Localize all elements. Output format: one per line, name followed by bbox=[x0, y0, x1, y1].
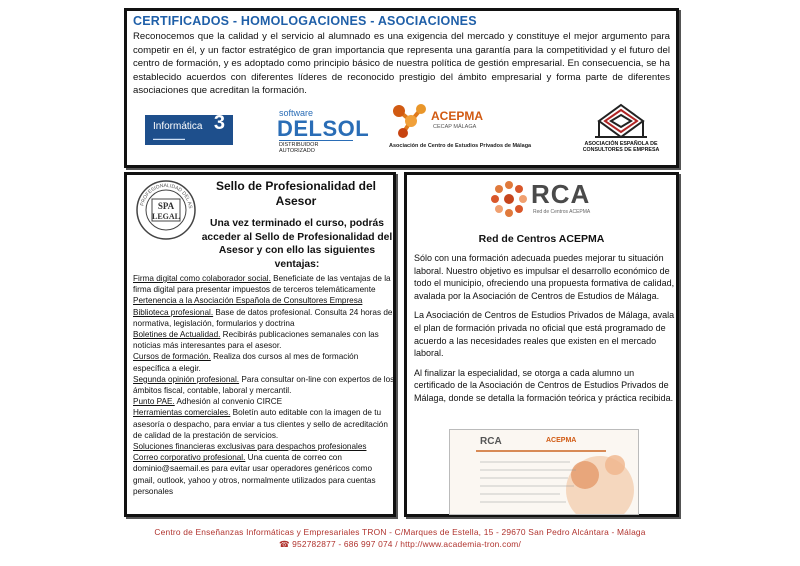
certificates-description: Reconocemos que la calidad y el servicio al alumnado es una exigencia del mercado y constituye el mejor argumento para competir en él, y un factor estratégico de gran importancia que representa una garantía para la competitividad y el futuro del centro de formación, y es adoptado como principio básico de nuestra política de gestión empresarial. En consecuencia, se ha establecido acuerdos con diferentes líderes de reconocido prestigio del ámbito empresarial y forma parte de diferentes asociaciones que acreditan la formación. bbox=[133, 31, 670, 97]
rca-logo-text: RCA bbox=[531, 179, 591, 209]
network-paragraph: La Asociación de Centros de Estudios Privados de Málaga, avala el plan de formación privada no oficial que está programado de acuerdo a las necesidades reales que existen en el mercado laboral. bbox=[414, 310, 675, 359]
informatica3-logo bbox=[145, 112, 233, 145]
rca-dots-icon bbox=[489, 179, 529, 219]
delsol-distributor: DISTRIBUIDOR AUTORIZADO bbox=[279, 140, 353, 154]
professional-seal-section bbox=[124, 172, 396, 517]
certificates-section bbox=[124, 8, 679, 168]
network-paragraph: Al finalizar la especialidad, se otorga a cada alumno un certificado de la Asociación de Centros de Estudios Privados de Málaga, donde se detalla la formación teórica y práctica recibida. bbox=[414, 367, 674, 403]
benefit-item bbox=[133, 307, 395, 329]
benefit-heading: Biblioteca profesional. bbox=[133, 307, 214, 317]
benefit-heading: Pertenencia a la Asociación Española de Consultores Empresa bbox=[133, 296, 363, 306]
benefit-text: Una cuenta de correo con dominio@saemail.es para evitar usar operadores genéricos como gmail, outlook, yahoo y otros, normalmente utilizados para cuentas personales bbox=[133, 453, 376, 496]
benefit-heading: Herramientas comerciales. bbox=[133, 408, 231, 418]
benefit-item bbox=[133, 295, 395, 306]
benefit-heading: Correo corporativo profesional. bbox=[133, 453, 246, 463]
benefit-item bbox=[133, 441, 395, 452]
certificate-sample-icon bbox=[450, 430, 638, 514]
benefit-item bbox=[133, 452, 395, 497]
footer-address: Centro de Enseñanzas Informáticas y Empresariales TRON - C/Marques de Estella, 15 - 29670 San Pedro Alcántara - Málaga bbox=[154, 527, 646, 537]
section-title: CERTIFICADOS - HOMOLOGACIONES - ASOCIACIONES bbox=[133, 14, 477, 28]
network-paragraph: Sólo con una formación adecuada puedes mejorar tu situación laboral. Nuestro objetivo es impulsar el desarrollo económico de todo el municipio, ofreciendo una propuesta formativa de calidad, avalada por la Asociación de Centros de Estudios de Málaga. bbox=[414, 253, 675, 301]
delsol-name: DELSOL bbox=[277, 116, 370, 141]
benefit-item bbox=[133, 407, 395, 441]
benefit-item bbox=[133, 374, 395, 396]
svg-text:SPA: SPA bbox=[157, 201, 175, 211]
svg-text:LEGAL: LEGAL bbox=[151, 212, 181, 221]
benefit-item bbox=[133, 396, 395, 407]
benefit-item bbox=[133, 351, 395, 373]
benefits-list bbox=[133, 273, 395, 497]
svg-text:ACEPMA: ACEPMA bbox=[546, 437, 577, 444]
acepma-caption: Asociación de Centro de Estudios Privados de Málaga bbox=[389, 143, 532, 149]
network-text bbox=[414, 252, 675, 412]
delsol-logo bbox=[273, 108, 370, 158]
benefit-text: Base de datos profesional. Consulta 24 horas de normativa, legislación, formularios y doctrina bbox=[133, 307, 393, 328]
acepma-city: CECAP MÁLAGA bbox=[433, 124, 477, 130]
benefit-heading: Soluciones financieras exclusivas para despachos profesionales bbox=[133, 442, 367, 452]
rca-logo-sub: Red de Centros ACEPMA bbox=[533, 209, 591, 215]
certificate-image bbox=[449, 429, 639, 515]
footer-contact: ☎ 952782877 - 686 997 074 / http://www.academia-tron.com/ bbox=[278, 538, 522, 549]
benefit-item bbox=[133, 329, 395, 351]
aecem-caption: ASOCIACIÓN ESPAÑOLA DE CONSULTORES DE EMPRESA bbox=[582, 141, 660, 153]
seal-title: Sello de Profesionalidad del Asesor bbox=[215, 179, 377, 208]
informatica-logo-number: 3 bbox=[213, 112, 225, 134]
benefit-text: Beneficiate de las ventajas de la firma digital para presentar impuestos de terceros telemáticamente bbox=[133, 274, 391, 295]
rca-logo bbox=[489, 179, 599, 223]
benefit-heading: Cursos de formación. bbox=[133, 352, 211, 362]
benefit-heading: Punto PAE. bbox=[133, 397, 175, 407]
benefit-item bbox=[133, 273, 395, 295]
acepma-name: ACEPMA bbox=[431, 109, 484, 123]
acepma-molecule-icon bbox=[389, 101, 429, 139]
benefit-text: Para consultar on-line con expertos de los ámbitos fiscal, contable, laboral y mercantil. bbox=[133, 374, 395, 396]
network-title: Red de Centros ACEPMA bbox=[478, 233, 605, 245]
svg-text:PROFESIONALIDAD DEL ASESOR: PROFESIONALIDAD DEL AS bbox=[139, 182, 193, 209]
svg-text:RCA: RCA bbox=[480, 436, 502, 447]
footer bbox=[0, 527, 800, 550]
informatica-logo-text: Informática bbox=[153, 121, 203, 132]
aecem-logo bbox=[571, 103, 671, 159]
benefit-heading: Firma digital como colaborador social. bbox=[133, 274, 271, 283]
informatica-logo-tagline: ▬▬▬▬▬▬▬▬ bbox=[153, 136, 185, 141]
benefit-heading: Boletines de Actualidad. bbox=[133, 330, 221, 340]
benefit-heading: Segunda opinión profesional. bbox=[133, 374, 240, 384]
seal-intro: Una vez terminado el curso, podrás acceder al Sello de Profesionalidad del Asesor y con ello las siguientes ventajas: bbox=[201, 218, 393, 270]
acepma-logo bbox=[389, 101, 559, 157]
acepma-network-section bbox=[404, 172, 679, 517]
benefit-text: Adhesión al convenio CIRCE bbox=[174, 397, 283, 407]
benefit-text: Boletín auto editable con la imagen de tu asesoría o despacho, para enviar a tus clientes y sello de acreditación de calidad de la prestación de servicios. bbox=[133, 408, 388, 440]
delsol-software-label: software bbox=[279, 108, 314, 118]
aecem-emblem-icon bbox=[571, 103, 671, 141]
benefit-text: Realiza dos cursos al mes de formación específica a elegir. bbox=[133, 352, 359, 373]
spa-legal-seal-icon bbox=[135, 179, 197, 241]
benefit-text: Recibirás publicaciones semanales con las noticias más interesantes para el asesor. bbox=[133, 330, 379, 351]
